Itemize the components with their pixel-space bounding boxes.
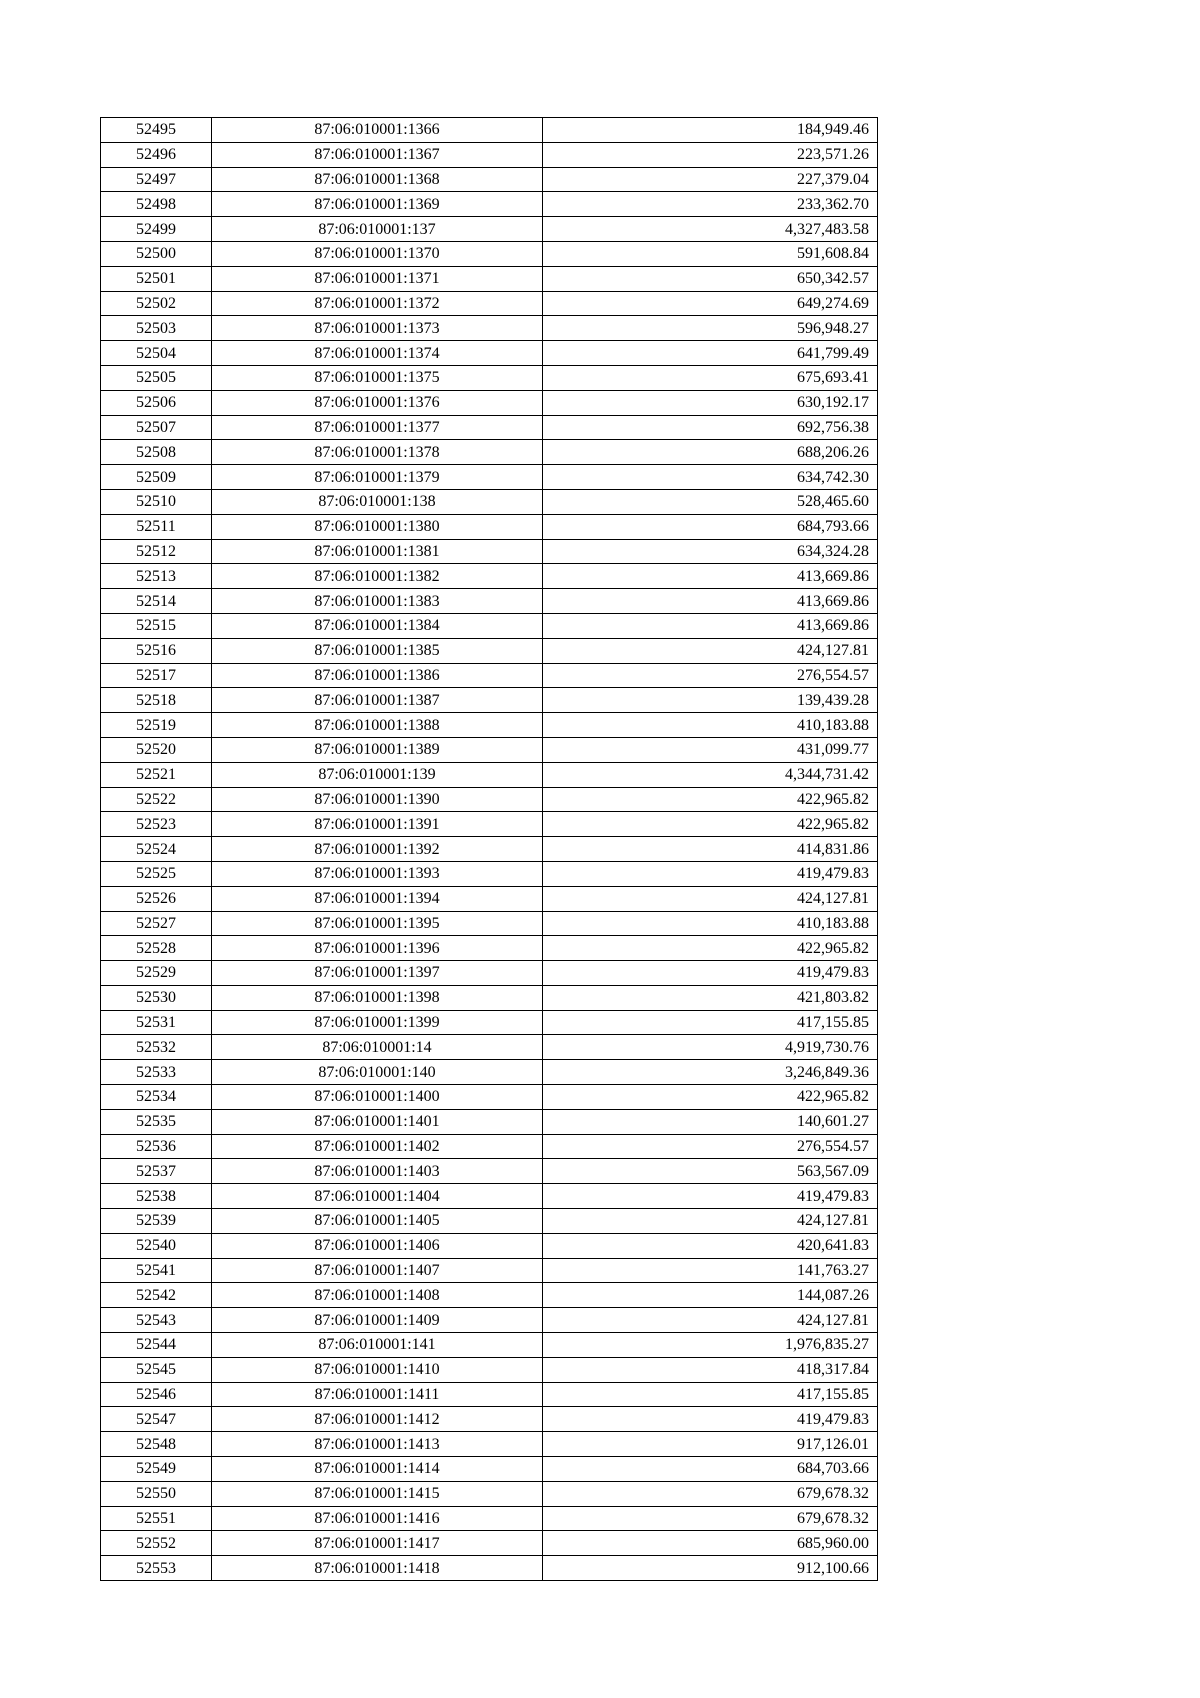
table-row (101, 1209, 878, 1234)
cadastral-value-cell: 591,608.84 (543, 241, 878, 266)
table-row (101, 1184, 878, 1209)
cadastral-value-cell: 634,324.28 (543, 539, 878, 564)
table-row (101, 266, 878, 291)
cadastral-value-cell: 141,763.27 (543, 1258, 878, 1283)
row-number-cell: 52520 (101, 737, 212, 762)
cadastral-number-cell: 87:06:010001:1397 (212, 961, 543, 986)
cadastral-value-cell: 424,127.81 (543, 1209, 878, 1234)
cadastral-value-cell: 413,669.86 (543, 589, 878, 614)
row-number-cell: 52502 (101, 291, 212, 316)
row-number-cell: 52511 (101, 514, 212, 539)
table-row (101, 713, 878, 738)
cadastral-value-cell: 419,479.83 (543, 1184, 878, 1209)
cadastral-number-cell: 87:06:010001:1376 (212, 390, 543, 415)
table-row (101, 1085, 878, 1110)
table-row (101, 390, 878, 415)
cadastral-value-cell: 233,362.70 (543, 192, 878, 217)
cadastral-value-cell: 422,965.82 (543, 936, 878, 961)
cadastral-number-cell: 87:06:010001:1366 (212, 118, 543, 143)
cadastral-number-cell: 87:06:010001:1369 (212, 192, 543, 217)
cadastral-value-cell: 596,948.27 (543, 316, 878, 341)
cadastral-value-cell: 4,327,483.58 (543, 217, 878, 242)
table-row (101, 886, 878, 911)
row-number-cell: 52551 (101, 1506, 212, 1531)
table-row (101, 613, 878, 638)
row-number-cell: 52506 (101, 390, 212, 415)
cadastral-value-cell: 184,949.46 (543, 118, 878, 143)
cadastral-value-cell: 431,099.77 (543, 737, 878, 762)
cadastral-value-cell: 692,756.38 (543, 415, 878, 440)
cadastral-number-cell: 87:06:010001:1417 (212, 1531, 543, 1556)
row-number-cell: 52537 (101, 1159, 212, 1184)
cadastral-number-cell: 87:06:010001:1418 (212, 1556, 543, 1581)
row-number-cell: 52523 (101, 812, 212, 837)
table-row (101, 440, 878, 465)
table-row (101, 341, 878, 366)
table-row (101, 316, 878, 341)
cadastral-number-cell: 87:06:010001:1391 (212, 812, 543, 837)
table-row (101, 812, 878, 837)
cadastral-number-cell: 87:06:010001:14 (212, 1035, 543, 1060)
row-number-cell: 52513 (101, 564, 212, 589)
cadastral-number-cell: 87:06:010001:1372 (212, 291, 543, 316)
row-number-cell: 52547 (101, 1407, 212, 1432)
table-row (101, 415, 878, 440)
row-number-cell: 52505 (101, 365, 212, 390)
table-row (101, 1010, 878, 1035)
cadastral-value-cell: 641,799.49 (543, 341, 878, 366)
cadastral-number-cell: 87:06:010001:1396 (212, 936, 543, 961)
table-row (101, 911, 878, 936)
row-number-cell: 52497 (101, 167, 212, 192)
table-row (101, 787, 878, 812)
table-row (101, 1407, 878, 1432)
table-row (101, 539, 878, 564)
cadastral-value-cell: 1,976,835.27 (543, 1333, 878, 1358)
cadastral-number-cell: 87:06:010001:139 (212, 762, 543, 787)
table-row (101, 1308, 878, 1333)
table-row (101, 837, 878, 862)
row-number-cell: 52524 (101, 837, 212, 862)
table-row (101, 489, 878, 514)
row-number-cell: 52540 (101, 1233, 212, 1258)
cadastral-value-cell: 424,127.81 (543, 886, 878, 911)
row-number-cell: 52534 (101, 1085, 212, 1110)
table-row (101, 1134, 878, 1159)
cadastral-number-cell: 87:06:010001:1410 (212, 1357, 543, 1382)
row-number-cell: 52519 (101, 713, 212, 738)
cadastral-value-cell: 679,678.32 (543, 1481, 878, 1506)
row-number-cell: 52495 (101, 118, 212, 143)
cadastral-number-cell: 87:06:010001:1388 (212, 713, 543, 738)
cadastral-value-cell: 912,100.66 (543, 1556, 878, 1581)
table-row (101, 1035, 878, 1060)
cadastral-number-cell: 87:06:010001:1384 (212, 613, 543, 638)
cadastral-value-cell: 684,703.66 (543, 1457, 878, 1482)
cadastral-number-cell: 87:06:010001:1409 (212, 1308, 543, 1333)
cadastral-value-cell: 139,439.28 (543, 688, 878, 713)
table-row (101, 564, 878, 589)
table-row (101, 1060, 878, 1085)
row-number-cell: 52512 (101, 539, 212, 564)
cadastral-number-cell: 87:06:010001:1406 (212, 1233, 543, 1258)
table-row (101, 1531, 878, 1556)
cadastral-number-cell: 87:06:010001:1389 (212, 737, 543, 762)
cadastral-value-cell: 630,192.17 (543, 390, 878, 415)
cadastral-value-cell: 417,155.85 (543, 1010, 878, 1035)
table-row (101, 167, 878, 192)
row-number-cell: 52516 (101, 638, 212, 663)
cadastral-value-cell: 276,554.57 (543, 1134, 878, 1159)
cadastral-number-cell: 87:06:010001:1386 (212, 663, 543, 688)
row-number-cell: 52530 (101, 985, 212, 1010)
row-number-cell: 52508 (101, 440, 212, 465)
cadastral-number-cell: 87:06:010001:1414 (212, 1457, 543, 1482)
cadastral-value-cell: 3,246,849.36 (543, 1060, 878, 1085)
cadastral-number-cell: 87:06:010001:1392 (212, 837, 543, 862)
cadastral-number-cell: 87:06:010001:1385 (212, 638, 543, 663)
cadastral-value-cell: 424,127.81 (543, 1308, 878, 1333)
cadastral-number-cell: 87:06:010001:137 (212, 217, 543, 242)
row-number-cell: 52503 (101, 316, 212, 341)
table-row (101, 861, 878, 886)
row-number-cell: 52541 (101, 1258, 212, 1283)
cadastral-value-cell: 528,465.60 (543, 489, 878, 514)
cadastral-value-cell: 419,479.83 (543, 861, 878, 886)
cadastral-value-cell: 679,678.32 (543, 1506, 878, 1531)
cadastral-number-cell: 87:06:010001:1378 (212, 440, 543, 465)
row-number-cell: 52514 (101, 589, 212, 614)
row-number-cell: 52553 (101, 1556, 212, 1581)
row-number-cell: 52498 (101, 192, 212, 217)
cadastral-value-cell: 650,342.57 (543, 266, 878, 291)
row-number-cell: 52525 (101, 861, 212, 886)
cadastral-number-cell: 87:06:010001:1399 (212, 1010, 543, 1035)
table-row (101, 1357, 878, 1382)
table-row (101, 365, 878, 390)
table-row (101, 1382, 878, 1407)
table-row (101, 1457, 878, 1482)
cadastral-number-cell: 87:06:010001:1394 (212, 886, 543, 911)
row-number-cell: 52521 (101, 762, 212, 787)
cadastral-value-cell: 413,669.86 (543, 564, 878, 589)
row-number-cell: 52507 (101, 415, 212, 440)
cadastral-number-cell: 87:06:010001:1375 (212, 365, 543, 390)
cadastral-number-cell: 87:06:010001:1379 (212, 465, 543, 490)
row-number-cell: 52535 (101, 1109, 212, 1134)
cadastral-value-cell: 419,479.83 (543, 1407, 878, 1432)
table-row (101, 638, 878, 663)
cadastral-number-cell: 87:06:010001:1404 (212, 1184, 543, 1209)
cadastral-value-cell: 276,554.57 (543, 663, 878, 688)
cadastral-number-cell: 87:06:010001:1381 (212, 539, 543, 564)
row-number-cell: 52531 (101, 1010, 212, 1035)
table-row (101, 118, 878, 143)
row-number-cell: 52536 (101, 1134, 212, 1159)
table-body (101, 118, 878, 1581)
cadastral-number-cell: 87:06:010001:140 (212, 1060, 543, 1085)
row-number-cell: 52510 (101, 489, 212, 514)
cadastral-number-cell: 87:06:010001:1374 (212, 341, 543, 366)
cadastral-number-cell: 87:06:010001:1383 (212, 589, 543, 614)
row-number-cell: 52517 (101, 663, 212, 688)
row-number-cell: 52542 (101, 1283, 212, 1308)
cadastral-value-cell: 688,206.26 (543, 440, 878, 465)
cadastral-value-cell: 140,601.27 (543, 1109, 878, 1134)
row-number-cell: 52518 (101, 688, 212, 713)
table-row (101, 1283, 878, 1308)
cadastral-number-cell: 87:06:010001:1380 (212, 514, 543, 539)
cadastral-number-cell: 87:06:010001:1373 (212, 316, 543, 341)
table-row (101, 762, 878, 787)
table-row (101, 1333, 878, 1358)
table-row (101, 1556, 878, 1581)
cadastral-number-cell: 87:06:010001:1408 (212, 1283, 543, 1308)
cadastral-number-cell: 87:06:010001:138 (212, 489, 543, 514)
table-row (101, 1258, 878, 1283)
row-number-cell: 52549 (101, 1457, 212, 1482)
cadastral-value-cell: 410,183.88 (543, 713, 878, 738)
table-row (101, 142, 878, 167)
cadastral-value-cell: 420,641.83 (543, 1233, 878, 1258)
cadastral-number-cell: 87:06:010001:1393 (212, 861, 543, 886)
table-row (101, 1159, 878, 1184)
table-row (101, 1506, 878, 1531)
cadastral-number-cell: 87:06:010001:1405 (212, 1209, 543, 1234)
cadastral-value-cell: 917,126.01 (543, 1432, 878, 1457)
row-number-cell: 52548 (101, 1432, 212, 1457)
row-number-cell: 52496 (101, 142, 212, 167)
cadastral-number-cell: 87:06:010001:1370 (212, 241, 543, 266)
cadastral-number-cell: 87:06:010001:141 (212, 1333, 543, 1358)
cadastral-value-cell: 417,155.85 (543, 1382, 878, 1407)
row-number-cell: 52545 (101, 1357, 212, 1382)
cadastral-number-cell: 87:06:010001:1395 (212, 911, 543, 936)
cadastral-number-cell: 87:06:010001:1400 (212, 1085, 543, 1110)
cadastral-value-cell: 414,831.86 (543, 837, 878, 862)
table-row (101, 688, 878, 713)
table-row (101, 985, 878, 1010)
cadastral-value-cell: 685,960.00 (543, 1531, 878, 1556)
row-number-cell: 52533 (101, 1060, 212, 1085)
row-number-cell: 52546 (101, 1382, 212, 1407)
table-row (101, 514, 878, 539)
cadastral-value-cell: 419,479.83 (543, 961, 878, 986)
table-row (101, 737, 878, 762)
cadastral-number-cell: 87:06:010001:1415 (212, 1481, 543, 1506)
cadastral-value-cell: 422,965.82 (543, 787, 878, 812)
cadastral-value-cell: 223,571.26 (543, 142, 878, 167)
table-row (101, 241, 878, 266)
row-number-cell: 52522 (101, 787, 212, 812)
cadastral-value-cell: 684,793.66 (543, 514, 878, 539)
cadastral-number-cell: 87:06:010001:1371 (212, 266, 543, 291)
cadastral-value-cell: 422,965.82 (543, 1085, 878, 1110)
table-row (101, 1481, 878, 1506)
cadastral-number-cell: 87:06:010001:1402 (212, 1134, 543, 1159)
row-number-cell: 52532 (101, 1035, 212, 1060)
row-number-cell: 52550 (101, 1481, 212, 1506)
cadastral-number-cell: 87:06:010001:1390 (212, 787, 543, 812)
cadastral-number-cell: 87:06:010001:1412 (212, 1407, 543, 1432)
cadastral-value-cell: 421,803.82 (543, 985, 878, 1010)
cadastral-number-cell: 87:06:010001:1382 (212, 564, 543, 589)
cadastral-value-cell: 413,669.86 (543, 613, 878, 638)
table-row (101, 291, 878, 316)
table-row (101, 1233, 878, 1258)
row-number-cell: 52528 (101, 936, 212, 961)
table-row (101, 961, 878, 986)
cadastral-value-cell: 649,274.69 (543, 291, 878, 316)
cadastral-number-cell: 87:06:010001:1403 (212, 1159, 543, 1184)
cadastral-value-table (100, 117, 878, 1581)
cadastral-value-cell: 675,693.41 (543, 365, 878, 390)
cadastral-value-cell: 634,742.30 (543, 465, 878, 490)
table-row (101, 217, 878, 242)
row-number-cell: 52538 (101, 1184, 212, 1209)
row-number-cell: 52515 (101, 613, 212, 638)
cadastral-number-cell: 87:06:010001:1377 (212, 415, 543, 440)
table-row (101, 663, 878, 688)
row-number-cell: 52509 (101, 465, 212, 490)
row-number-cell: 52504 (101, 341, 212, 366)
cadastral-value-cell: 424,127.81 (543, 638, 878, 663)
row-number-cell: 52526 (101, 886, 212, 911)
cadastral-number-cell: 87:06:010001:1407 (212, 1258, 543, 1283)
row-number-cell: 52529 (101, 961, 212, 986)
cadastral-value-cell: 418,317.84 (543, 1357, 878, 1382)
cadastral-value-cell: 4,344,731.42 (543, 762, 878, 787)
row-number-cell: 52544 (101, 1333, 212, 1358)
cadastral-number-cell: 87:06:010001:1401 (212, 1109, 543, 1134)
row-number-cell: 52543 (101, 1308, 212, 1333)
table-row (101, 589, 878, 614)
cadastral-number-cell: 87:06:010001:1367 (212, 142, 543, 167)
cadastral-value-cell: 563,567.09 (543, 1159, 878, 1184)
cadastral-number-cell: 87:06:010001:1411 (212, 1382, 543, 1407)
row-number-cell: 52552 (101, 1531, 212, 1556)
cadastral-number-cell: 87:06:010001:1387 (212, 688, 543, 713)
cadastral-number-cell: 87:06:010001:1368 (212, 167, 543, 192)
cadastral-value-cell: 422,965.82 (543, 812, 878, 837)
table-row (101, 1432, 878, 1457)
table-row (101, 465, 878, 490)
table-row (101, 936, 878, 961)
table-row (101, 1109, 878, 1134)
cadastral-value-cell: 410,183.88 (543, 911, 878, 936)
row-number-cell: 52499 (101, 217, 212, 242)
row-number-cell: 52539 (101, 1209, 212, 1234)
row-number-cell: 52501 (101, 266, 212, 291)
table-row (101, 192, 878, 217)
cadastral-value-cell: 144,087.26 (543, 1283, 878, 1308)
cadastral-number-cell: 87:06:010001:1416 (212, 1506, 543, 1531)
cadastral-number-cell: 87:06:010001:1398 (212, 985, 543, 1010)
cadastral-value-cell: 227,379.04 (543, 167, 878, 192)
row-number-cell: 52500 (101, 241, 212, 266)
cadastral-value-cell: 4,919,730.76 (543, 1035, 878, 1060)
row-number-cell: 52527 (101, 911, 212, 936)
cadastral-number-cell: 87:06:010001:1413 (212, 1432, 543, 1457)
